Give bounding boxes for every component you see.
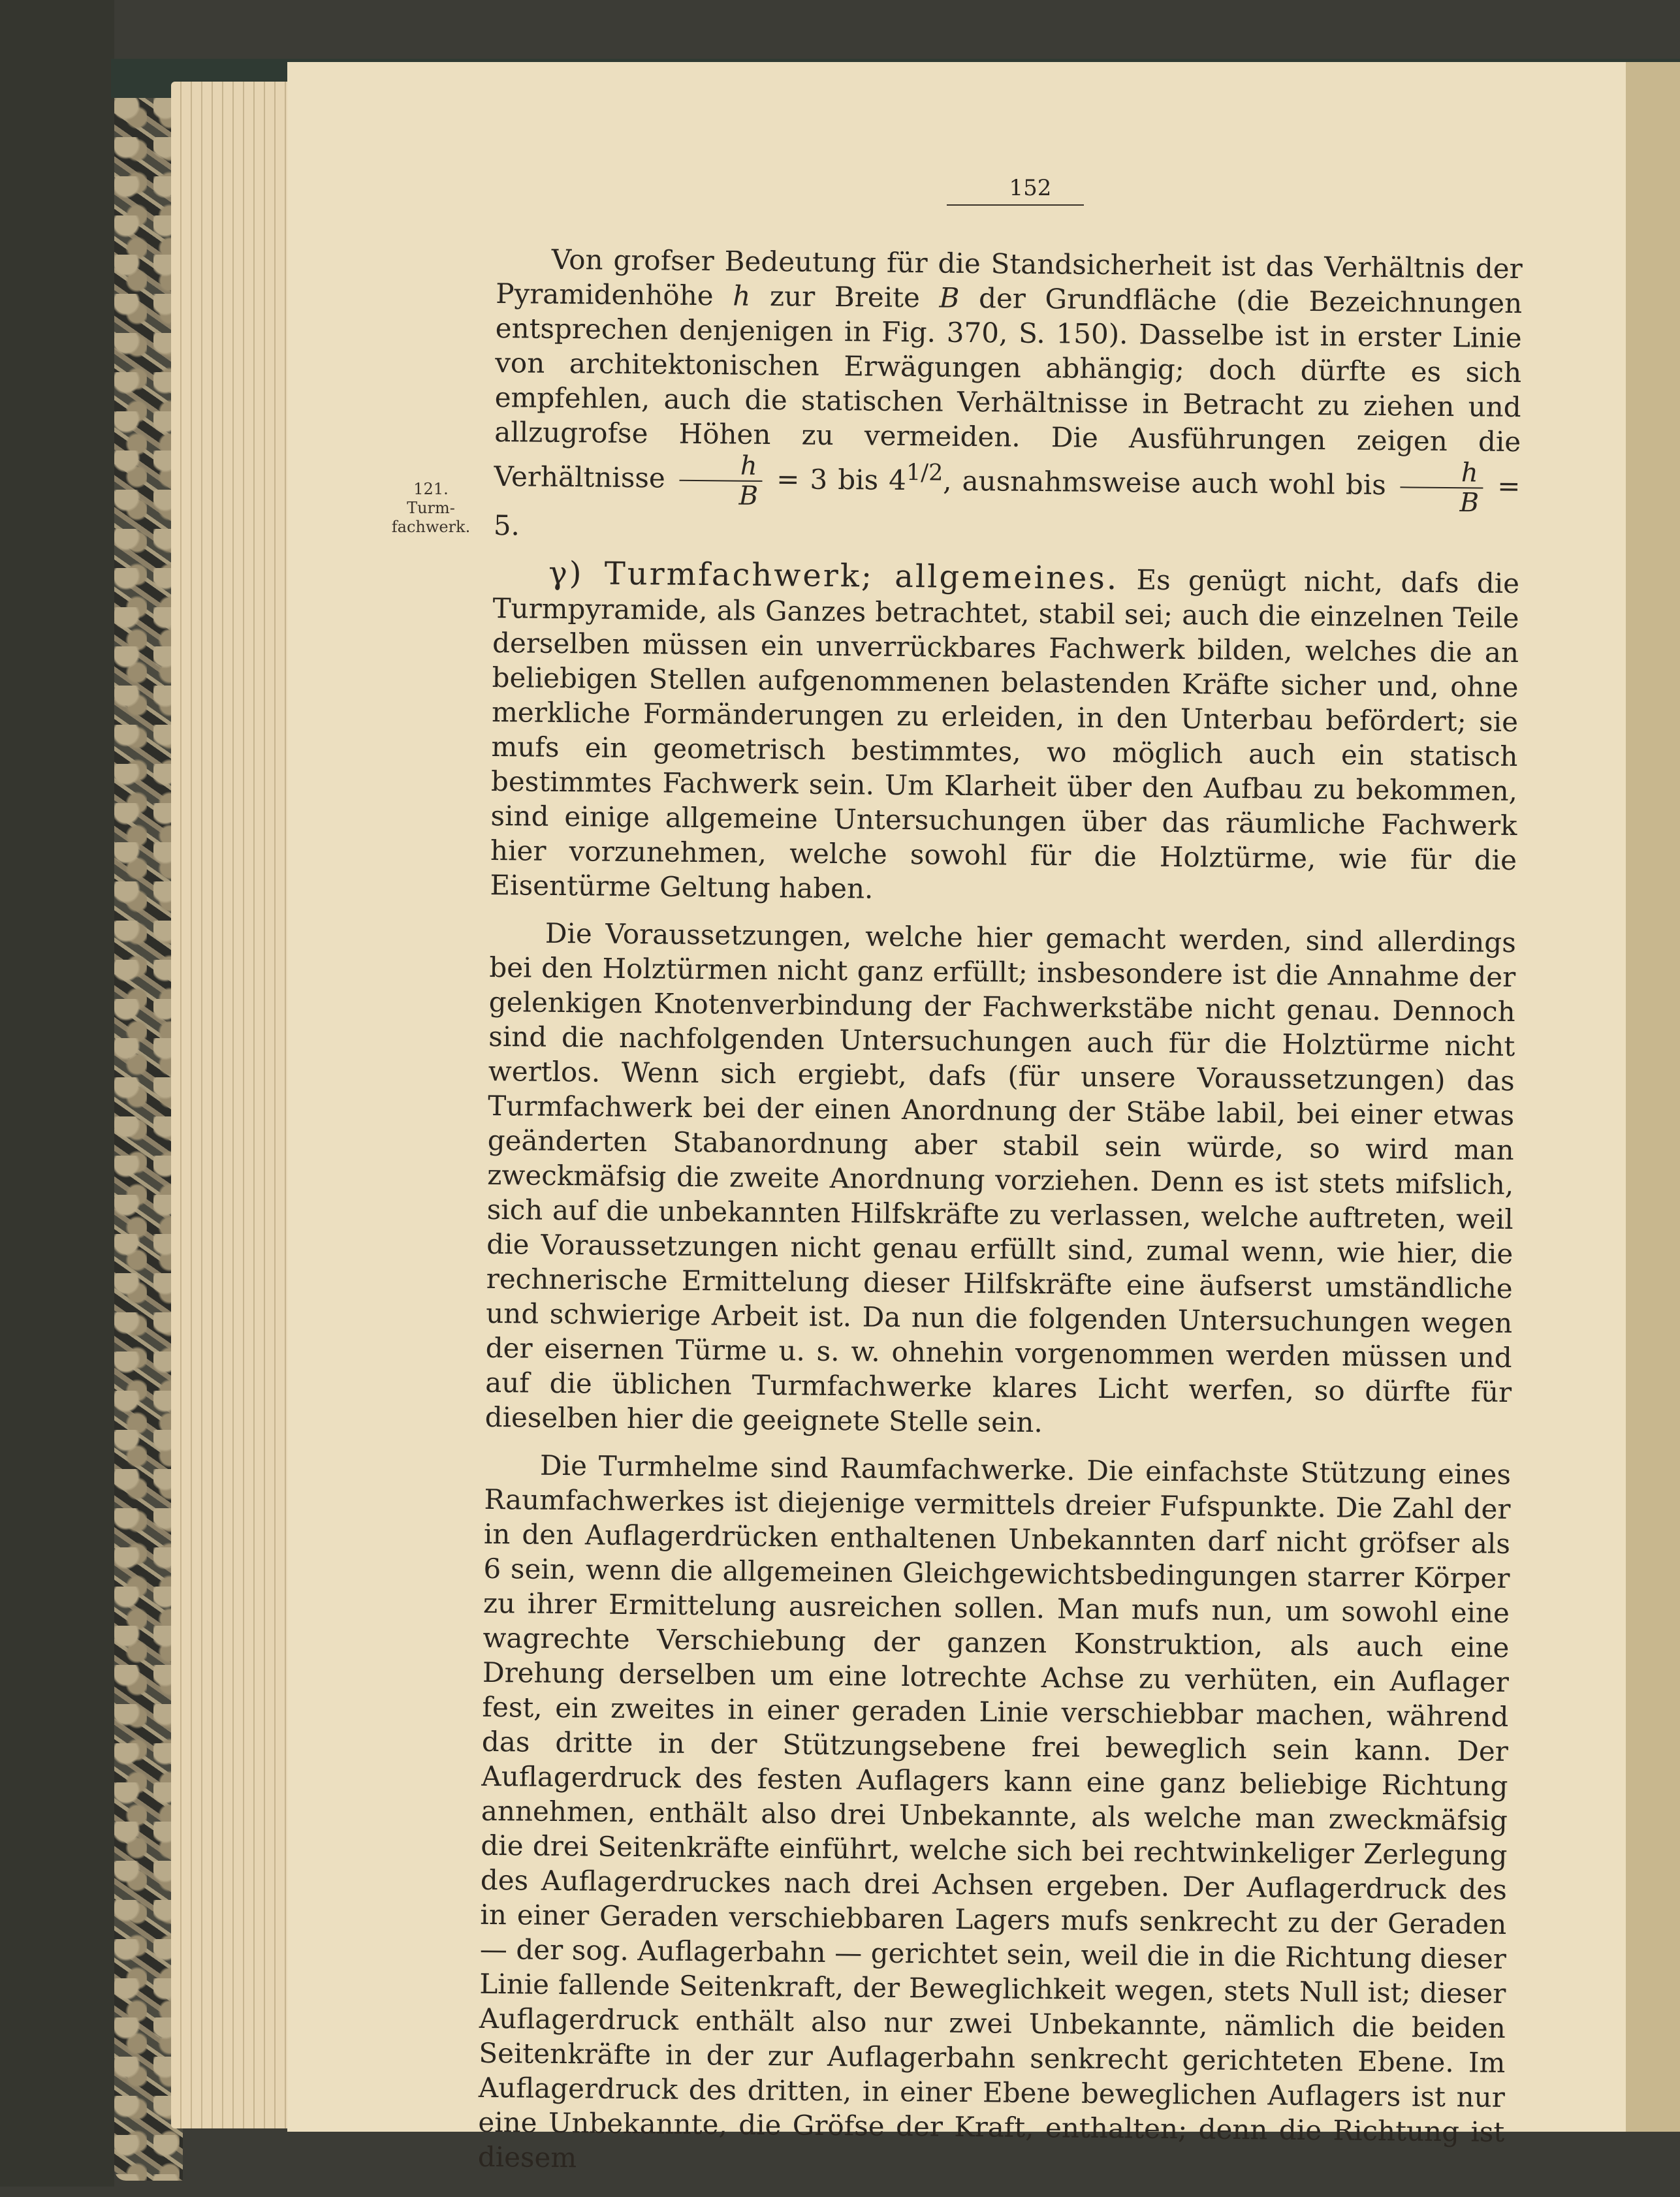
half-fraction: 1/2 — [906, 460, 943, 486]
body-text — [477, 242, 1523, 2197]
ratio-fraction: $\frac{h}{B}$ — [679, 451, 762, 511]
section-lead: γ) Turmfachwerk; allgemeines. — [548, 554, 1119, 597]
margin-note — [372, 480, 490, 537]
page-stack-edges — [171, 82, 292, 2128]
ratio-fraction-2: $\frac{h}{B}$ — [1400, 458, 1483, 517]
margin-title-line1: Turm- — [407, 499, 455, 517]
paragraph-pyramid-ratio: Von grofser Bedeutung für die Standsicherheit ist das Verhältnis der Pyramidenhöhe h zur Breite B der Grundfläche (die Bezeichnungen entsprechen denjenigen in Fig. 370, S. 150). Dasselbe ist in erster Linie von architektonischen Erwägungen abhängig; doch dürfte es sich empfehlen, auch die statischen Verhältnisse in Betracht zu ziehen und allzugrofse Höhen zu vermeiden. Die Ausführungen zeigen die Verhältnisse $\frac{h}{B}$ = 3 bis $4^{1/2}$, ausnahmsweise auch wohl bis $\frac{h}{B}$ = 5. — [493, 243, 1523, 542]
B-symbol: B — [939, 281, 960, 314]
margin-section-number: 121. — [413, 480, 449, 498]
margin-title-line2: fachwerk. — [391, 518, 471, 536]
header-rule — [947, 204, 1084, 206]
page-number: 152 — [1009, 175, 1052, 201]
paragraph-turmhelme: Die Turmhelme sind Raumfachwerke. Die einfachste Stützung eines Raumfachwerkes ist diejenige vermittels dreier Fufspunkte. Die Zahl der in den Auflagerdrücken enthaltenen Unbekannten darf nicht gröfser als 6 sein, wenn die allgemeinen Gleichgewichtsbedingungen starrer Körper zu ihrer Ermittelung ausreichen sollen. Man mufs nun, um sowohl eine wagrechte Verschiebung der ganzen Konstruktion, als auch eine Drehung derselben um eine lotrechte Achse zu verhüten, ein Auflager fest, ein zweites in einer geraden Linie verschiebbar machen, während das dritte in der Stützungsebene frei beweglich sein kann. Der Auflagerdruck des festen Auflagers kann eine ganz beliebige Richtung annehmen, enthält also drei Unbekannte, als welche man zweckmäfsig die drei Seitenkräfte einführt, welche sich bei rechtwinkeliger Zerlegung des Auflagerdruckes nach drei Achsen ergeben. Der Auflagerdruck des in einer Geraden verschiebbaren Lagers mufs senkrecht zu der Geraden — der sog. Auflagerbahn — gerichtet sein, weil die in die Richtung dieser Linie fallende Seitenkraft, der Beweglichkeit wegen, stets Null ist; dieser Auflagerdruck enthält also nur zwei Unbekannte, nämlich die beiden Seitenkräfte in der zur Auflagerbahn senkrecht gerichteten Ebene. Im Auflagerdruck des dritten, in einer Ebene beweglichen Auflagers ist nur eine Unbekannte, die Gröfse der Kraft, enthalten; denn die Richtung ist diesem — [477, 1449, 1512, 2174]
paragraph-turmfachwerk: γ) Turmfachwerk; allgemeines. Es genügt nicht, dafs die Turmpyramide, als Ganzes betrachtet, stabil sei; auch die einzelnen Teile derselben müssen ein unverrückbares Fachwerk bilden, welches die an beliebigen Stellen aufgenommenen belastenden Kräfte sicher und, ohne merkliche Formänderungen zu erleiden, in den Unterbau befördert; sie mufs ein geometrisch bestimmtes, wo möglich auch ein statisch bestimmtes Fachwerk sein. Um Klarheit über den Aufbau zu bekommen, sind einige allgemeine Untersuchungen über das räumliche Fachwerk hier vorzunehmen, welche sowohl für die Holztürme, wie für die Eisentürme Geltung haben. — [490, 554, 1520, 905]
page-gutter — [1626, 62, 1680, 2132]
desk-background — [0, 0, 114, 2187]
h-symbol: h — [733, 279, 751, 312]
paragraph-voraussetzungen: Die Voraussetzungen, welche hier gemacht werden, sind allerdings bei den Holztürmen nicht ganz erfüllt; insbesondere ist die Annahme der gelenkigen Knotenverbindung der Fachwerkstäbe nicht genau. Dennoch sind die nachfolgenden Untersuchungen auch für die Holztürme nicht wertlos. Wenn sich ergiebt, dafs (für unsere Voraussetzungen) das Turmfachwerk bei der einen Anordnung der Stäbe labil, bei einer etwas geänderten Stabanordnung aber stabil sein würde, so wird man zweckmäfsig die zweite Anordnung vorziehen. Denn es ist stets mifslich, sich auf die unbekannten Hilfskräfte zu verlassen, welche auftreten, weil die Voraussetzungen nicht genau erfüllt sind, zumal wenn, wie hier, die rechnerische Ermittelung dieser Hilfskräfte eine äufserst umständliche und schwierige Arbeit ist. Da nun die folgenden Untersuchungen wegen der eisernen Türme u. s. w. ohnehin vorgenommen werden müssen und auf die üblichen Turmfachwerke klares Licht werfen, so dürfte für dieselben hier die geeignete Stelle sein. — [484, 917, 1517, 1439]
